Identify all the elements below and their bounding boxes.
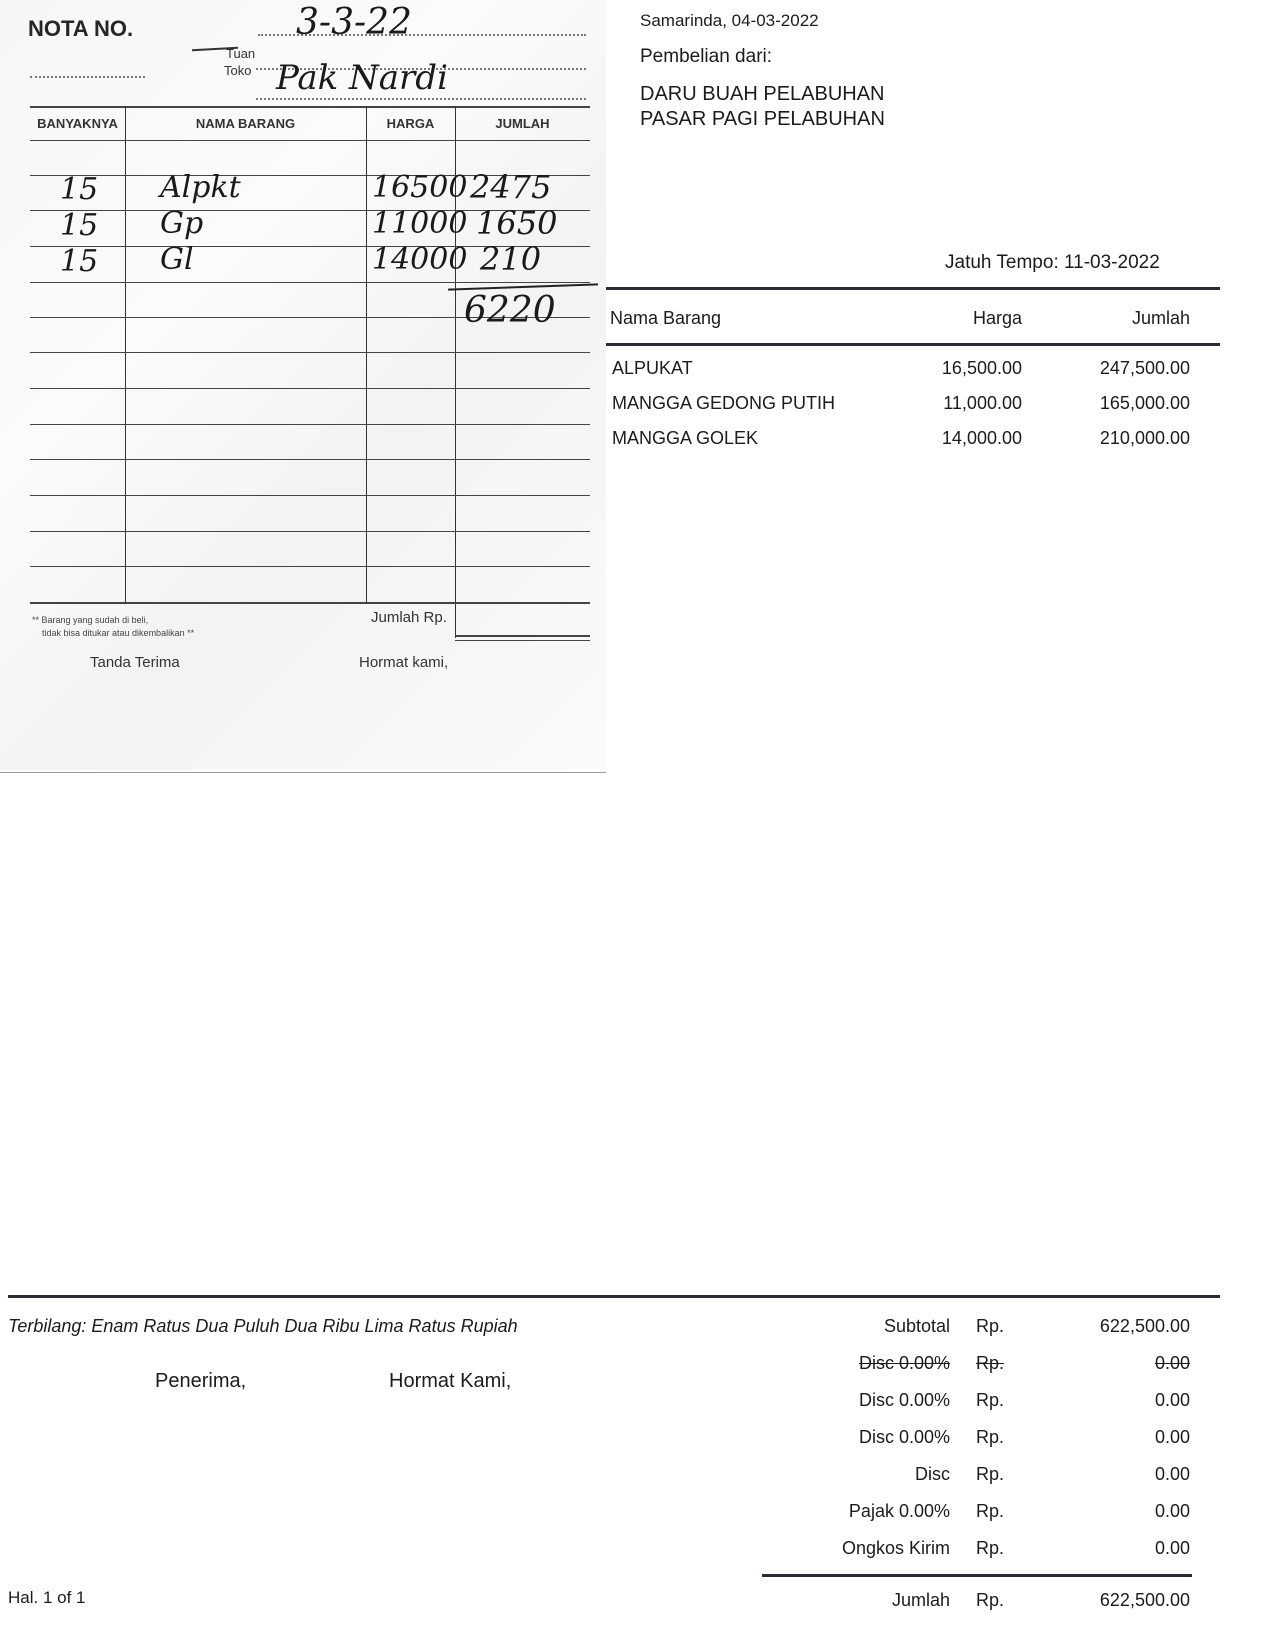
hw-total: 210 [480, 240, 542, 278]
item-price: 16,500.00 [941, 358, 1022, 378]
item-amount: 165,000.00 [1099, 393, 1190, 413]
item-name: MANGGA GOLEK [612, 428, 759, 448]
page-number: Hal. 1 of 1 [8, 1588, 86, 1607]
hw-item: Gl [160, 242, 194, 277]
table-rule [30, 352, 590, 353]
disc1-label: Disc 0.00% [858, 1353, 950, 1373]
grand-total-value: 622,500.00 [1099, 1590, 1190, 1610]
supplier-block [640, 82, 885, 132]
hw-price: 11000 [372, 206, 468, 241]
disc2-label: Disc 0.00% [858, 1390, 950, 1410]
disc3-label: Disc 0.00% [858, 1427, 950, 1447]
toko-label: Toko [224, 63, 252, 78]
table-rule [30, 388, 590, 389]
jumlah-underline [455, 635, 590, 637]
footer-top-rule [8, 1295, 1220, 1298]
disc1-value: 0.00 [1154, 1353, 1190, 1373]
hw-item: Gp [160, 206, 204, 241]
currency-label: Rp. [976, 1501, 1005, 1521]
ongkos-kirim-value: 0.00 [1154, 1538, 1190, 1558]
col-nama-barang: NAMA BARANG [195, 116, 296, 131]
due-date: Jatuh Tempo: 11-03-2022 [945, 252, 1160, 273]
item-name: ALPUKAT [612, 358, 693, 378]
supplier-address: PASAR PAGI PELABUHAN [640, 108, 885, 130]
toko-dotted-line [256, 98, 586, 100]
return-policy-note: ** Barang yang sudah di beli, tidak bisa ditukar atau dikembalikan ** [32, 615, 195, 638]
currency-label: Rp. [976, 1390, 1005, 1410]
table-rule [30, 459, 590, 460]
tanda-terima-label: Tanda Terima [90, 654, 180, 671]
handwritten-date: 3-3-22 [296, 2, 412, 43]
receipt-bottom-edge [0, 772, 606, 773]
disc3-value: 0.00 [1154, 1427, 1190, 1447]
hormat-kami-signature: Hormat Kami, [389, 1370, 512, 1392]
supplier-name: DARU BUAH PELABUHAN [640, 83, 885, 105]
pajak-label: Pajak 0.00% [848, 1501, 950, 1521]
hw-item: Alpkt [160, 170, 241, 205]
penerima-label: Penerima, [155, 1370, 247, 1392]
item-price: 14,000.00 [941, 428, 1022, 448]
nota-number-label: NOTA NO. [28, 16, 134, 41]
pembelian-label: Pembelian dari: [640, 46, 773, 67]
col-divider [366, 106, 367, 603]
hw-total: 2475 [470, 168, 552, 206]
amount-in-words: Terbilang: Enam Ratus Dua Puluh Dua Ribu Lima Ratus Rupiah [8, 1316, 518, 1336]
header-rule [30, 140, 590, 141]
handwritten-customer: Pak Nardi [276, 58, 448, 98]
currency-label: Rp. [976, 1316, 1005, 1336]
hormat-kami-label: Hormat kami, [359, 654, 449, 671]
hw-total: 1650 [476, 204, 558, 242]
currency-label: Rp. [976, 1427, 1005, 1447]
place-date: Samarinda, 04-03-2022 [640, 11, 819, 30]
hw-qty: 15 [60, 172, 99, 207]
table-rule [30, 424, 590, 425]
disc4-label: Disc [915, 1464, 950, 1484]
table-rule [30, 566, 590, 567]
table-rule [30, 495, 590, 496]
table-bottom-rule [30, 602, 590, 604]
header-harga: Harga [972, 308, 1022, 328]
hw-price: 16500 [372, 170, 468, 205]
disc2-value: 0.00 [1154, 1390, 1190, 1410]
items-top-rule [606, 287, 1220, 290]
table-rule [30, 531, 590, 532]
currency-label: Rp. [976, 1590, 1005, 1610]
subtotal-label: Subtotal [883, 1316, 950, 1336]
table-top-rule [30, 106, 590, 108]
item-name: MANGGA GEDONG PUTIH [612, 393, 836, 413]
grand-total-label: Jumlah [891, 1590, 950, 1610]
tuan-label: Tuan [226, 46, 256, 61]
hw-price: 14000 [372, 242, 468, 277]
ongkos-kirim-label: Ongkos Kirim [841, 1538, 950, 1558]
left-dotted-line [30, 76, 145, 78]
col-jumlah: JUMLAH [495, 116, 550, 131]
pajak-value: 0.00 [1154, 1501, 1190, 1521]
currency-label: Rp. [976, 1464, 1005, 1484]
header-nama-barang: Nama Barang [610, 308, 722, 328]
disc4-value: 0.00 [1154, 1464, 1190, 1484]
handwritten-receipt [0, 0, 606, 770]
col-divider [125, 106, 126, 603]
table-rule [30, 282, 590, 283]
jumlah-underline [455, 640, 590, 641]
jumlah-rp-label: Jumlah Rp. [371, 609, 447, 626]
items-header-rule [606, 343, 1220, 346]
col-banyaknya: BANYAKNYA [37, 116, 118, 131]
header-jumlah: Jumlah [1131, 308, 1190, 328]
item-price: 11,000.00 [943, 393, 1022, 413]
item-amount: 247,500.00 [1099, 358, 1190, 378]
item-amount: 210,000.00 [1099, 428, 1190, 448]
col-harga: HARGA [386, 116, 435, 131]
currency-label: Rp. [976, 1538, 1005, 1558]
subtotal-value: 622,500.00 [1099, 1316, 1190, 1336]
hw-qty: 15 [60, 208, 99, 243]
currency-label: Rp. [976, 1353, 1005, 1373]
hw-grand-total: 6220 [464, 290, 556, 331]
grand-total-rule [762, 1574, 1192, 1577]
hw-qty: 15 [60, 244, 99, 279]
